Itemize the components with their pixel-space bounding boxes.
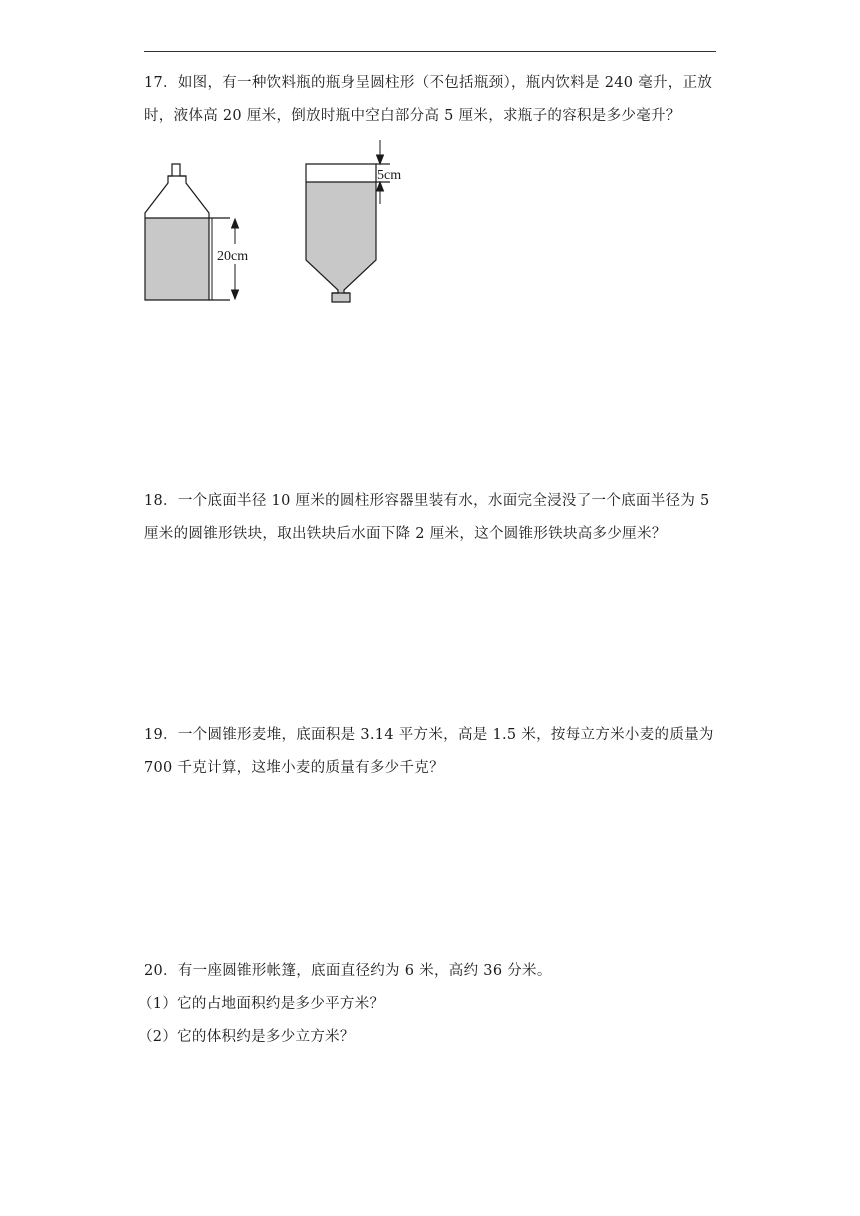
header-rule — [144, 51, 716, 52]
question-19-text: 19．一个圆锥形麦堆，底面积是 3.14 平方米，高是 1.5 米，按每立方米小麦的质量为 700 千克计算，这堆小麦的质量有多少千克？ — [144, 727, 714, 776]
question-17 — [144, 67, 718, 133]
inverted-bottle — [306, 164, 390, 302]
question-17-text: 17．如图，有一种饮料瓶的瓶身呈圆柱形（不包括瓶颈），瓶内饮料是 240 毫升，正放时，液体高 20 厘米，倒放时瓶中空白部分高 5 厘米，求瓶子的容积是多少毫升？ — [144, 75, 713, 124]
bottle-figure — [140, 140, 420, 310]
upright-bottle — [145, 164, 230, 300]
question-20-part-2: （2）它的体积约是多少立方米？ — [138, 1029, 355, 1045]
upright-liquid — [145, 218, 209, 300]
label-5cm: 5cm — [377, 168, 402, 183]
question-20-text: 20．有一座圆锥形帐篷，底面直径约为 6 米，高约 36 分米。 — [144, 963, 552, 979]
question-20-part-1: （1）它的占地面积约是多少平方米？ — [138, 996, 385, 1012]
question-18 — [144, 485, 718, 551]
question-19 — [144, 719, 718, 785]
question-18-text: 18．一个底面半径 10 厘米的圆柱形容器里装有水，水面完全浸没了一个底面半径为 5 厘米的圆锥形铁块，取出铁块后水面下降 2 厘米，这个圆锥形铁块高多少厘米？ — [144, 493, 710, 542]
label-20cm: 20cm — [217, 249, 249, 264]
question-20 — [138, 955, 718, 1054]
